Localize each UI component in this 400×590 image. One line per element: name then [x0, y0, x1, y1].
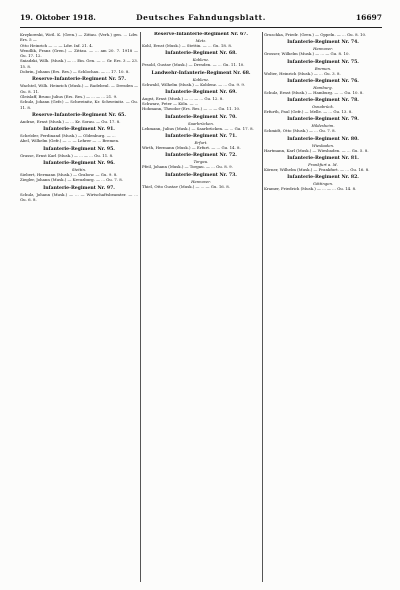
- section-title: Infanterie-Regiment Nr. 96.: [43, 161, 115, 167]
- wanted-entry: Hohmann, Theodor (Ers. Res.) — ... — Gu. 11. 10.: [142, 106, 241, 112]
- section-title: Infanterie-Regiment Nr. 70.: [165, 114, 237, 120]
- regiment-section: [20, 113, 138, 124]
- section-title: Infanterie-Regiment Nr. 74.: [287, 40, 359, 46]
- column-divider: [140, 32, 141, 582]
- header-rule: [20, 27, 382, 28]
- wanted-entry: Schwabl, Wilhelm (Musk.) — Koblenz. — ... Gu. 9. 9.: [142, 81, 246, 87]
- wanted-entry: Krzykowski, Wotl. K. (Gren.) — Zittau. (Verh.) gen. ... Ldw. Ers. 5 —: [20, 32, 138, 43]
- wanted-entry: Dobrin, Johann (Ers. Res.) — Schlochau. — ... 17. 10. 8.: [20, 69, 130, 75]
- section-garrison: Hildesheim.: [311, 123, 335, 129]
- wanted-entry: Hartmann, Karl (Musk.) — Wiesbaden. — ... Gu. 5. 8.: [264, 147, 369, 153]
- regiment-section: [264, 98, 382, 114]
- section-title: Infanterie-Regiment Nr. 80.: [287, 136, 359, 142]
- section-title: Infanterie-Regiment Nr. 75.: [287, 59, 359, 65]
- page-header: [20, 13, 382, 25]
- section-title: Infanterie-Regiment Nr. 82.: [287, 175, 359, 181]
- regiment-section: [264, 117, 382, 133]
- wanted-entry: Kramer, Friedrich (Musk.) — ... — ... Gu. 14. 8.: [264, 186, 357, 192]
- section-title: Infanterie-Regiment Nr. 72.: [165, 153, 237, 159]
- section-garrison: Göttingen.: [312, 181, 334, 187]
- wanted-entry: Andrae, Ernst (Musk.) — ... Kr. Sorau. — Gu. 17. 8.: [20, 118, 121, 124]
- section-title: Infanterie-Regiment Nr. 81.: [287, 156, 359, 162]
- regiment-section: [20, 127, 138, 144]
- section-title: Infanterie-Regiment Nr. 68.: [165, 51, 237, 57]
- section-title: Reserve-Infanterie-Regiment Nr. 65.: [32, 112, 126, 118]
- section-garrison: Frankfurt a. M.: [308, 162, 338, 168]
- regiment-section: [20, 77, 138, 109]
- wanted-entry: Wolter, Heinrich (Musk.) — ... Gu. 3. 8.: [264, 70, 341, 76]
- wanted-entry: Grasse, Ernst Karl (Musk.) — ... — ... Gu. 11. 8.: [20, 152, 114, 158]
- section-garrison: Bremen.: [314, 65, 332, 71]
- regiment-section: [20, 161, 138, 183]
- section-title: Landwehr-Infanterie-Regiment Nr. 68.: [151, 70, 251, 76]
- wanted-entry: Schulz, Ernst (Musk.) — Hamburg. — ... Gu. 10. 8.: [264, 89, 364, 95]
- regiment-section: [264, 40, 382, 56]
- wanted-entry: Siebert, Hermann (Musk.) — Grabow. — Gu. 9. 8.: [20, 172, 118, 178]
- wanted-entry: Ziegler, Johann (Musk.) — Kreuzburg. — ... Gu. 7. 8.: [20, 177, 123, 183]
- regiment-section: [20, 147, 138, 158]
- wanted-entry: Schulz, Johann (Musk.) — ... — Wirtschaftsbeamter. — ... Gu. 6. 8.: [20, 191, 138, 202]
- section-title: Infanterie-Regiment Nr. 73.: [165, 172, 237, 178]
- section-title: Infanterie-Regiment Nr. 95.: [43, 146, 115, 152]
- page-number: 16697: [355, 13, 382, 22]
- wanted-entry: Schwarz, Peter — Köln. — ...: [142, 101, 199, 107]
- section-garrison: Koblenz.: [192, 57, 210, 63]
- wanted-entry: Abel, Wilhelm (Gefr.) — ... — Lehrer — ... Bremen.: [20, 138, 120, 144]
- wanted-entry: Pfeil, Johann (Musk.) — Torgau. — ... Gu. 8. 9.: [142, 164, 233, 170]
- issue-date: 19. Oktober 1918.: [20, 13, 96, 22]
- wanted-entry: Grosser, Wilhelm (Musk.) — ... — Gu. 8. 10.: [264, 51, 350, 57]
- wanted-entry: Wirth, Hermann (Musk.) — Erfurt. — ... Gu. 14. 8.: [142, 145, 241, 151]
- regiment-section: [142, 51, 260, 67]
- section-title: Infanterie-Regiment Nr. 71.: [165, 134, 237, 140]
- wanted-entry: Augst, Ernst (Musk.) — ... — ... Gu. 12. 8.: [142, 95, 224, 101]
- section-garrison: Wiesbaden.: [311, 142, 335, 148]
- column-divider: [262, 32, 263, 582]
- regiment-section: [264, 60, 382, 76]
- section-title: Infanterie-Regiment Nr. 69.: [165, 89, 237, 95]
- regiment-section: [142, 153, 260, 169]
- wanted-entry: Thiel, Otto Gustav (Musk.) — ... — Gu. 16. 8.: [142, 183, 230, 189]
- column-3: [264, 32, 382, 582]
- section-title: Infanterie-Regiment Nr. 79.: [287, 117, 359, 123]
- wanted-entry: Schmidt, Otto (Musk.) — ... Gu. 7. 8.: [264, 128, 336, 134]
- wanted-entry: Wachtel, Wilh. Heinrich (Musk.) — Radebeul. — Dresden — Gu. 8. 11.: [20, 83, 138, 94]
- wanted-entry: Pesold, Gustav (Musk.) — Dresden. — ... Gu. 11. 10.: [142, 62, 245, 68]
- wanted-entry: Sniadzki, Wilh. (Musk.) — ... Ein. Gen. — ... Gr. Ers. 3 — 23. 15. 8.: [20, 58, 138, 69]
- column-1: [20, 32, 138, 582]
- regiment-section: [142, 115, 260, 131]
- regiment-section: [142, 134, 260, 150]
- section-garrison: Hamburg.: [313, 84, 333, 90]
- section-garrison: Hannover.: [191, 178, 211, 184]
- wanted-entry: Kohl, Ernst (Musk.) — Stettin. — ... Gu. 18. 8.: [142, 43, 233, 48]
- regiment-section: [20, 186, 138, 203]
- section-title: Infanterie-Regiment Nr. 76.: [287, 78, 359, 84]
- wanted-entry: Gleislaff, Bruno Julius (Ers. Res.) — ... — ... 21. 9.: [20, 93, 118, 99]
- wanted-entry: Otto Heinrich — ... — Ldw. Inf. 21. 4.: [20, 42, 93, 48]
- section-garrison: Erfurt.: [194, 140, 208, 146]
- section-garrison: Osnabrück.: [311, 104, 335, 110]
- wanted-entry: Lehmann, Julius (Musk.) — Saarbrücken. — ... Gu. 17. 8.: [142, 125, 254, 131]
- section-title: Reserve-Infanterie-Regiment Nr. 57.: [32, 77, 126, 83]
- regiment-section: [142, 173, 260, 189]
- regiment-section: [264, 156, 382, 172]
- regiment-section: [142, 71, 260, 87]
- section-garrison: Torgau.: [193, 159, 209, 165]
- wanted-entry: Erfurth, Paul (Gefr.) — Melle. — ... Gu. 13. 8.: [264, 109, 353, 115]
- wanted-entry: Schröder, Ferdinand (Musk.) — Oldenburg. — ...: [20, 133, 116, 139]
- section-title: Infanterie-Regiment Nr. 78.: [287, 98, 359, 104]
- regiment-section: [264, 32, 382, 37]
- section-garrison: Hannover.: [313, 46, 333, 52]
- section-garrison: Koblenz.: [192, 76, 210, 82]
- regiment-section: [142, 32, 260, 48]
- wanted-entry: Körner, Wilhelm (Musk.) — Frankfurt. — ... Gu. 16. 8.: [264, 167, 370, 173]
- regiment-section: [264, 175, 382, 191]
- regiment-section: [264, 137, 382, 153]
- regiment-section: [142, 90, 260, 112]
- regiment-section: [20, 32, 138, 74]
- wanted-entry: Gruschka, Friedr. (Gren.) — Oppeln. — ... Gu. 8. 10.: [264, 32, 367, 37]
- section-title: Infanterie-Regiment Nr. 91.: [43, 127, 115, 133]
- section-garrison: Metz.: [195, 38, 207, 43]
- section-garrison: Saarbrücken.: [188, 120, 214, 126]
- regiment-section: [264, 79, 382, 95]
- section-title: Infanterie-Regiment Nr. 97.: [43, 185, 115, 191]
- publication-title: Deutsches Fahndungsblatt.: [136, 13, 266, 22]
- wanted-entry: Wendlik, Franz (Gren.) — Zittau. — ... am 20. 7. 1918 — Gu. 17. 12.: [20, 47, 138, 59]
- section-title: Reserve-Infanterie-Regiment Nr. 67.: [154, 32, 248, 37]
- column-2: [142, 32, 260, 582]
- wanted-entry: Schulz, Johann (Gefr.) — Schweinitz, Kr. Schweinitz. — Gu. 11. 8.: [20, 99, 138, 110]
- section-garrison: Stettin.: [71, 167, 87, 173]
